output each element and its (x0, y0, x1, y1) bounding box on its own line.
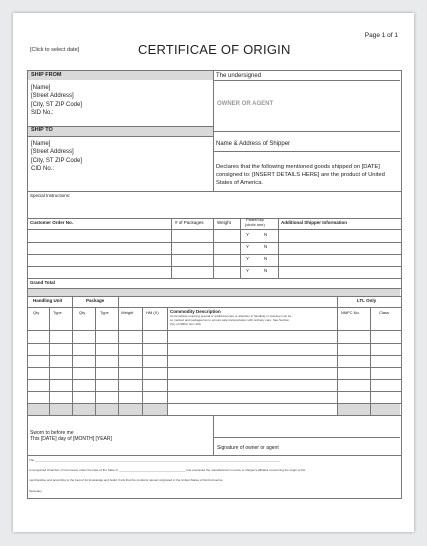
ship-to-header-bg (28, 126, 213, 136)
commodity-description-title: Commodity Description (170, 309, 221, 314)
ship-to-city[interactable]: [City, ST ZIP Code] (31, 157, 83, 164)
ship-from-city[interactable]: [City, ST ZIP Code] (31, 101, 83, 108)
ltl-only-header: LTL Only (357, 298, 377, 303)
pallet-y[interactable]: Y (246, 268, 250, 273)
pallet-y[interactable]: Y (246, 244, 250, 249)
footer-origin-text: merchandise and according to the best of its knowledge and belief, finds that the products named originated in the United States of North America. (29, 479, 224, 482)
col-qty: Qty (79, 310, 86, 315)
page-title: CERTIFICAE OF ORIGIN (138, 42, 291, 57)
sworn-date-field[interactable]: This [DATE] day of [MONTH] [YEAR] (30, 436, 112, 442)
section-divider-bar (28, 289, 400, 296)
col-additional-info: Additional Shipper Information (281, 220, 347, 225)
pallet-n[interactable]: N (264, 268, 268, 273)
ship-to-label: SHIP TO (31, 127, 53, 133)
handling-unit-header: Handling Unit (33, 298, 63, 303)
shipper-label: Name & Address of Shipper (216, 141, 291, 147)
ship-from-label: SHIP FROM (31, 72, 62, 78)
secretary-field[interactable]: Secretary (29, 489, 42, 493)
col-class: Class (379, 310, 390, 315)
col-packages: # of Packages (175, 220, 204, 225)
pallet-n[interactable]: N (264, 244, 268, 249)
ship-to-cid[interactable]: CID No.: (31, 165, 55, 172)
page-number: Page 1 of 1 (364, 32, 398, 39)
col-customer-order: Customer Order No. (30, 220, 74, 225)
ship-to-address[interactable] (31, 140, 82, 173)
totals-row-bg (337, 404, 400, 415)
col-nmfc: NMFC No. (341, 310, 360, 315)
grand-total-label: Grand Total (30, 280, 55, 285)
special-instructions-label: Special Instructions: (30, 193, 71, 198)
pallet-n[interactable]: N (264, 232, 268, 237)
ship-from-sid[interactable]: SID No.: (31, 109, 54, 116)
col-type: Type (53, 310, 62, 315)
ship-to-name[interactable]: [Name] (31, 141, 51, 147)
document-page (13, 13, 414, 532)
col-hm: HM (X) (146, 310, 159, 315)
pallet-y[interactable]: Y (246, 232, 250, 237)
declaration-text[interactable]: Declares that the following mentioned goods shipped on [DATE] consigned to: [INSERT DETAILS HERE] are the product of United States of America. (216, 164, 385, 186)
ship-from-name[interactable]: [Name] (31, 85, 51, 91)
ship-from-address[interactable] (31, 84, 82, 117)
col-pallet-slip: Pallet/Slip (246, 217, 264, 222)
col-qty: Qty (33, 310, 40, 315)
package-header: Package (86, 298, 105, 303)
signature-field[interactable]: Signature of owner or agent (217, 445, 279, 451)
commodity-note: Commodities requiring special or additional care or attention in handling or stowing must be so marked and packaged as to ensure safe transportation with ordinary care. See Section 2(e) of NMFC item 360. (170, 314, 292, 326)
col-circle-one: (circle one) (245, 222, 265, 227)
col-weight: Weight (217, 220, 231, 225)
undersigned-label: The undersigned (216, 73, 262, 79)
footer-chamber-text: a recognized Chamber of Commerce under the laws of the State of ________________________________________ has examined the manufacturer's invoice or shipper's affidavit concerning the origin of the (29, 469, 306, 472)
sworn-text: Sworn to before me (30, 430, 74, 436)
owner-agent-field[interactable]: OWNER OR AGENT (217, 101, 274, 107)
pallet-y[interactable]: Y (246, 256, 250, 261)
col-type: Type (100, 310, 109, 315)
ship-to-street[interactable]: [Street Address] (31, 149, 74, 156)
ship-from-street[interactable]: [Street Address] (31, 93, 74, 100)
footer-the-line[interactable]: The ___________________________________________________________________________________________________________________________________________________ (29, 459, 281, 462)
col-weight: Weight (121, 310, 134, 315)
date-picker[interactable]: [Click to select date] (30, 47, 80, 53)
pallet-n[interactable]: N (264, 256, 268, 261)
